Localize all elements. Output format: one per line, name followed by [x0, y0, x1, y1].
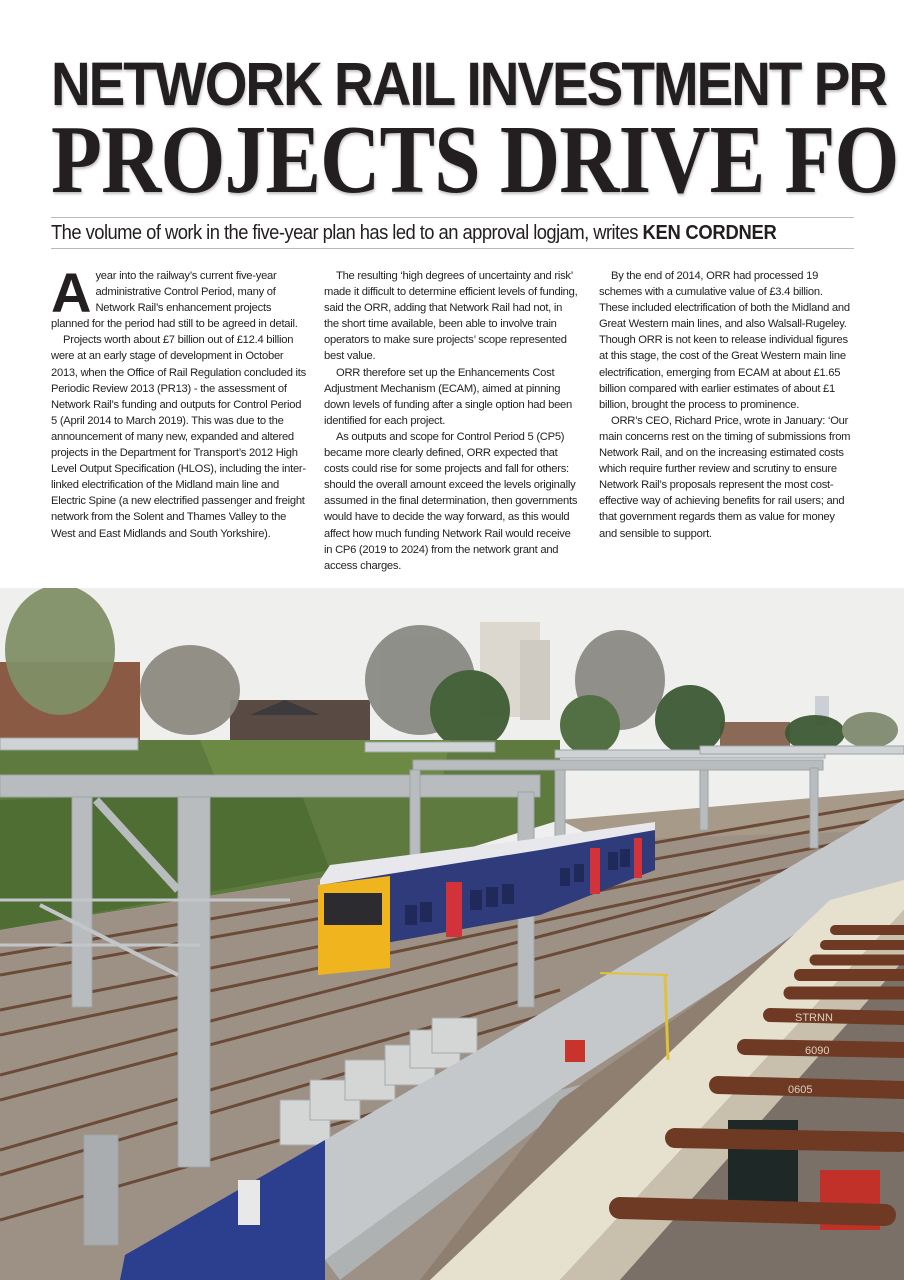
body-column-2 [324, 268, 579, 574]
pipe-marking: 6090 [805, 1045, 830, 1057]
byline: KEN CORDNER [642, 222, 777, 244]
pipe-marking: 0605 [788, 1084, 813, 1096]
body-paragraph: Projects worth about £7 billion out of £12.4 billion were at an early stage of development in October 2013, when the Office of Rail Regulation concluded its Periodic Review 2013 (PR13) - the assessment of Network Rail’s funding and outputs for Control Period 5 (April 2014 to March 2019). This was due to the announcement of many new, expanded and altered projects in the Department for Transport’s 2012 High Level Output Specification (HLOS), including the inter-linked electrification of the Midland main line and Electric Spine (a new electrified passenger and freight network from the Solent and Thames Valley to the West and East Midlands and South Yorkshire). [51, 334, 306, 540]
pipe-marking: STRNN [795, 1012, 833, 1024]
kicker-headline: NETWORK RAIL INVESTMENT PR [51, 50, 887, 118]
standfirst [51, 221, 776, 245]
railway-works-photo [0, 588, 904, 1280]
body-paragraph: As outputs and scope for Control Period 5 (CP5) became more clearly defined, ORR expected that costs could rise for some projects and fall for others: should the overall amount exceed the levels originally assumed in the final determination, then governments would have to decide the way forward, as this would affect how much funding Network Rail would receive in CP6 (2019 to 2024) from the network grant and access charges. [324, 430, 578, 572]
body-column-1 [51, 261, 306, 542]
body-paragraph: Ayear into the railway’s current five-year administrative Control Period, many of Network Rail’s enhancement projects planned for the period had still to be agreed in detail. [51, 261, 298, 331]
main-headline: PROJECTS DRIVE FO [51, 106, 899, 213]
body-paragraph: The resulting ‘high degrees of uncertainty and risk’ made it difficult to determine efficient levels of funding, said the ORR, adding that Network Rail had not, in the short time available, been able to involve train operators to make sure projects’ scope represented best value. [324, 270, 578, 363]
body-column-3 [599, 268, 854, 542]
drop-cap: A [51, 261, 92, 324]
standfirst-top-rule [51, 217, 854, 218]
standfirst-bottom-rule [51, 248, 854, 249]
body-paragraph: By the end of 2014, ORR had processed 19 schemes with a cumulative value of £3.4 billion. These included electrification of both the Midland and Great Western main lines, and also Walsall-Rugeley. Though ORR is not keen to release individual figures at this stage, the cost of the Great Western main line electrification, emerging from ECAM at about £1.65 billion compared with earlier estimates of about £1 billion, brought the process to prominence. [599, 270, 850, 411]
body-paragraph: ORR’s CEO, Richard Price, wrote in January: ‘Our main concerns rest on the timing of submissions from Network Rail, and on the increasing estimated costs which require further review and scrutiny to ensure Network Rail’s proposals represent the most cost-effective way of achieving benefits for rail users; and that government regards them as value for money and sensible to support. [599, 414, 851, 540]
standfirst-text: The volume of work in the five-year plan has led to an approval logjam, writes [51, 222, 638, 244]
body-paragraph: ORR therefore set up the Enhancements Cost Adjustment Mechanism (ECAM), aimed at pinning down levels of funding after a single option had been identified for each project. [324, 366, 572, 427]
